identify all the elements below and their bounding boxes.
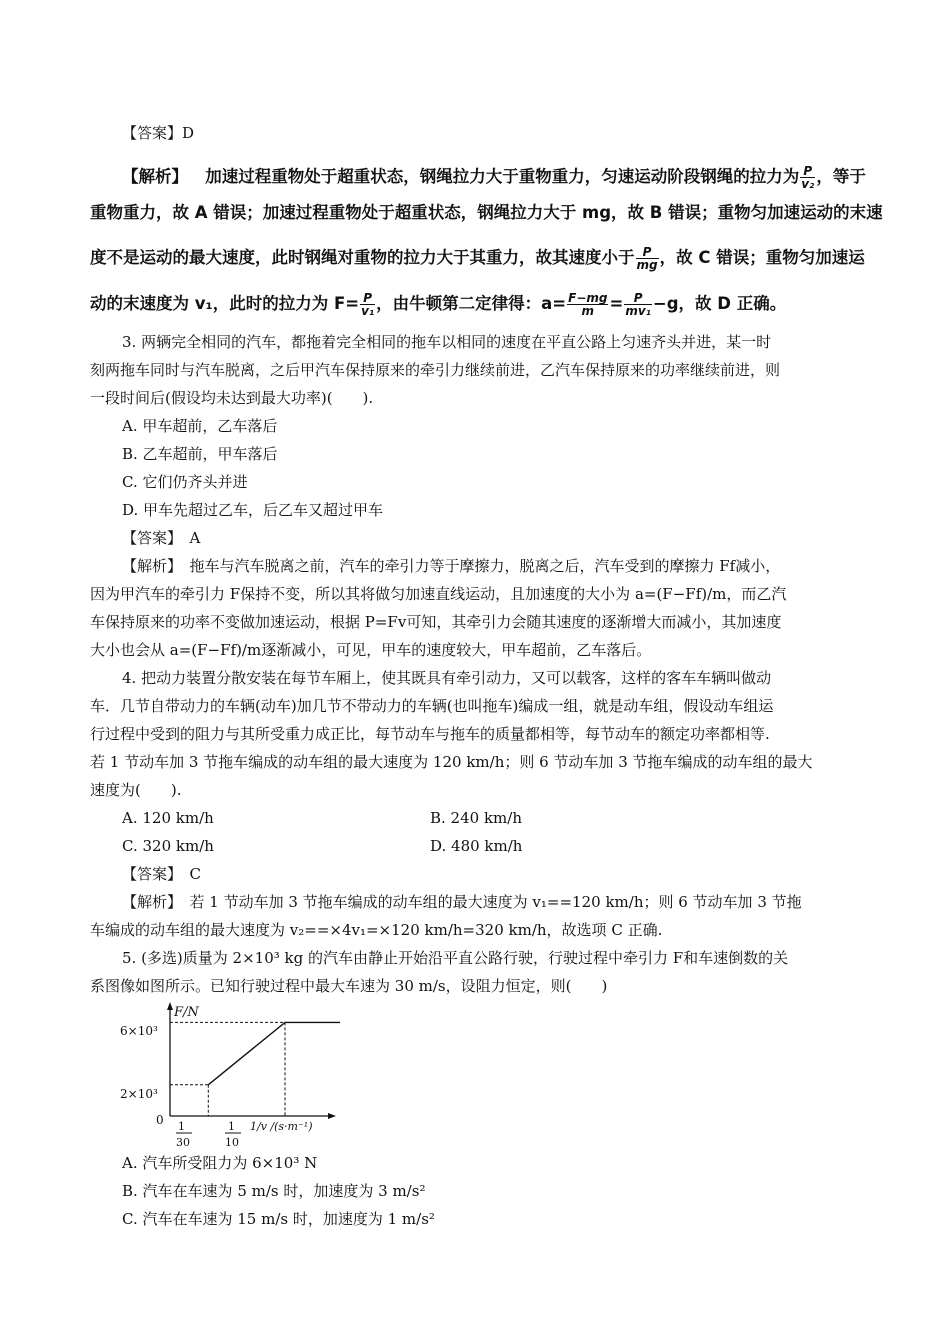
fraction: $\frac{P}{\text{v₁}}$ bbox=[361, 291, 375, 318]
q3-stem-line: 刻两拖车同时与汽车脱离，之后甲汽车保持原来的牵引力继续前进，乙汽车保持原来的功率继续前进，则 bbox=[90, 361, 781, 379]
plot-area bbox=[170, 1022, 340, 1116]
y-axis-arrow bbox=[167, 1002, 173, 1010]
svg-text:10: 10 bbox=[225, 1136, 239, 1149]
q4-answer: 【答案】 C bbox=[122, 865, 201, 883]
q2-text: 动的末速度为 v₁，此时的拉力为 F= bbox=[90, 294, 360, 313]
q4-analysis-line: 车编成的动车组的最大速度为 v₂==×4v₁=×120 km/h=320 km/h，故选项 C 正确. bbox=[90, 921, 663, 939]
q4-option-d: D. 480 km/h bbox=[430, 837, 523, 855]
q4-option-b: B. 240 km/h bbox=[430, 809, 522, 827]
x-axis-label: 1/v /(s·m⁻¹) bbox=[250, 1120, 313, 1133]
q3-stem-line: 一段时间后(假设均未达到最大功率)( ). bbox=[90, 389, 374, 407]
q4-analysis-line: 【解析】 若 1 节动车加 3 节拖车编成的动车组的最大速度为 v₁==120 km/h；则 6 节动车加 3 节拖 bbox=[122, 893, 802, 911]
svg-text:1: 1 bbox=[178, 1120, 185, 1133]
q3-option-a: A. 甲车超前，乙车落后 bbox=[122, 417, 278, 435]
x-tick-label-1 bbox=[176, 1120, 192, 1149]
q3-option-b: B. 乙车超前，甲车落后 bbox=[122, 445, 278, 463]
fraction: $\frac{P}{mg}$ bbox=[636, 245, 658, 272]
q3-option-c: C. 它们仍齐头并进 bbox=[122, 473, 248, 491]
q2-text: ，故 C 错误；重物匀加速运 bbox=[659, 248, 865, 267]
q2-analysis-line2: 重物重力，故 A 错误；加速过程重物处于超重状态，钢绳拉力大于 mg，故 B 错误；重物匀加速运动的末速 bbox=[90, 203, 883, 222]
q2-analysis-line3 bbox=[90, 240, 865, 276]
q5-stem-line: 系图像如图所示。已知行驶过程中最大车速为 30 m/s，设阻力恒定，则( ) bbox=[90, 977, 608, 995]
y-tick-label: 2×10³ bbox=[120, 1087, 158, 1101]
q4-stem-line: 4. 把动力装置分散安装在每节车厢上，使其既具有牵引动力，又可以载客，这样的客车车辆叫做动 bbox=[122, 669, 772, 687]
q2-text: = bbox=[609, 294, 624, 313]
fraction: $\frac{P}{\text{v₂}}$ bbox=[801, 164, 815, 191]
origin-label: 0 bbox=[156, 1113, 164, 1127]
q3-analysis-line: 因为甲汽车的牵引力 F保持不变，所以其将做匀加速直线运动，且加速度的大小为 a=(F−Ff)/m，而乙汽 bbox=[90, 585, 787, 603]
q3-stem-line: 3. 两辆完全相同的汽车，都拖着完全相同的拖车以相同的速度在平直公路上匀速齐头并进，某一时 bbox=[122, 333, 772, 351]
q3-analysis-line: 【解析】 拖车与汽车脱离之前，汽车的牵引力等于摩擦力，脱离之后，汽车受到的摩擦力 Ff减小， bbox=[122, 557, 781, 575]
q2-text: 加速过程重物处于超重状态，钢绳拉力大于重物重力，匀速运动阶段钢绳的拉力为 bbox=[205, 167, 800, 186]
q2-text: −g，故 D 正确。 bbox=[652, 294, 787, 313]
q2-analysis-line4 bbox=[90, 286, 786, 322]
x-axis-arrow bbox=[328, 1113, 336, 1119]
fraction: $\frac{F-mg}{m}$ bbox=[568, 291, 608, 318]
q3-option-d: D. 甲车先超过乙车，后乙车又超过甲车 bbox=[122, 501, 384, 519]
q2-answer: 【答案】D bbox=[122, 124, 195, 142]
force-vs-inverse-speed-graph bbox=[110, 1000, 340, 1150]
q4-option-c: C. 320 km/h bbox=[122, 837, 214, 855]
svg-text:1: 1 bbox=[228, 1120, 235, 1133]
fraction: $\frac{P}{\text{mv₁}}$ bbox=[625, 291, 651, 318]
force-line bbox=[208, 1022, 340, 1084]
y-axis-label: F/N bbox=[174, 1005, 199, 1020]
q4-option-a: A. 120 km/h bbox=[122, 809, 214, 827]
q4-stem-line: 车．几节自带动力的车辆(动车)加几节不带动力的车辆(也叫拖车)编成一组，就是动车组，假设动车组运 bbox=[90, 697, 774, 715]
q5-stem-line: 5. (多选)质量为 2×10³ kg 的汽车由静止开始沿平直公路行驶，行驶过程中牵引力 F和车速倒数的关 bbox=[122, 949, 789, 967]
q3-analysis-line: 大小也会从 a=(F−Ff)/m逐渐减小，可见，甲车的速度较大，甲车超前，乙车落后。 bbox=[90, 641, 652, 659]
q4-stem-line: 若 1 节动车加 3 节拖车编成的动车组的最大速度为 120 km/h；则 6 节动车加 3 节拖车编成的动车组的最大 bbox=[90, 753, 813, 771]
q2-text: 度不是运动的最大速度，此时钢绳对重物的拉力大于其重力，故其速度小于 bbox=[90, 248, 635, 267]
analysis-tag: 【解析】 bbox=[122, 167, 188, 186]
q5-option-c: C. 汽车在车速为 15 m/s 时，加速度为 1 m/s² bbox=[122, 1210, 435, 1228]
x-tick-label-2 bbox=[225, 1120, 241, 1149]
q2-analysis-line1 bbox=[122, 160, 866, 194]
q2-text: ，等于 bbox=[816, 167, 866, 186]
q3-answer: 【答案】 A bbox=[122, 529, 201, 547]
q4-stem-line: 速度为( ). bbox=[90, 781, 182, 799]
q5-option-a: A. 汽车所受阻力为 6×10³ N bbox=[122, 1154, 318, 1172]
q2-text: ，由牛顿第二定律得：a= bbox=[376, 294, 567, 313]
q3-analysis-line: 车保持原来的功率不变做加速运动，根据 P=Fv可知，其牵引力会随其速度的逐渐增大而减小，其加速度 bbox=[90, 613, 782, 631]
svg-text:30: 30 bbox=[176, 1136, 190, 1149]
q5-option-b: B. 汽车在车速为 5 m/s 时，加速度为 3 m/s² bbox=[122, 1182, 426, 1200]
q4-stem-line: 行过程中受到的阻力与其所受重力成正比，每节动车与拖车的质量都相等，每节动车的额定功率都相等. bbox=[90, 725, 770, 743]
y-tick-label: 6×10³ bbox=[120, 1024, 158, 1038]
